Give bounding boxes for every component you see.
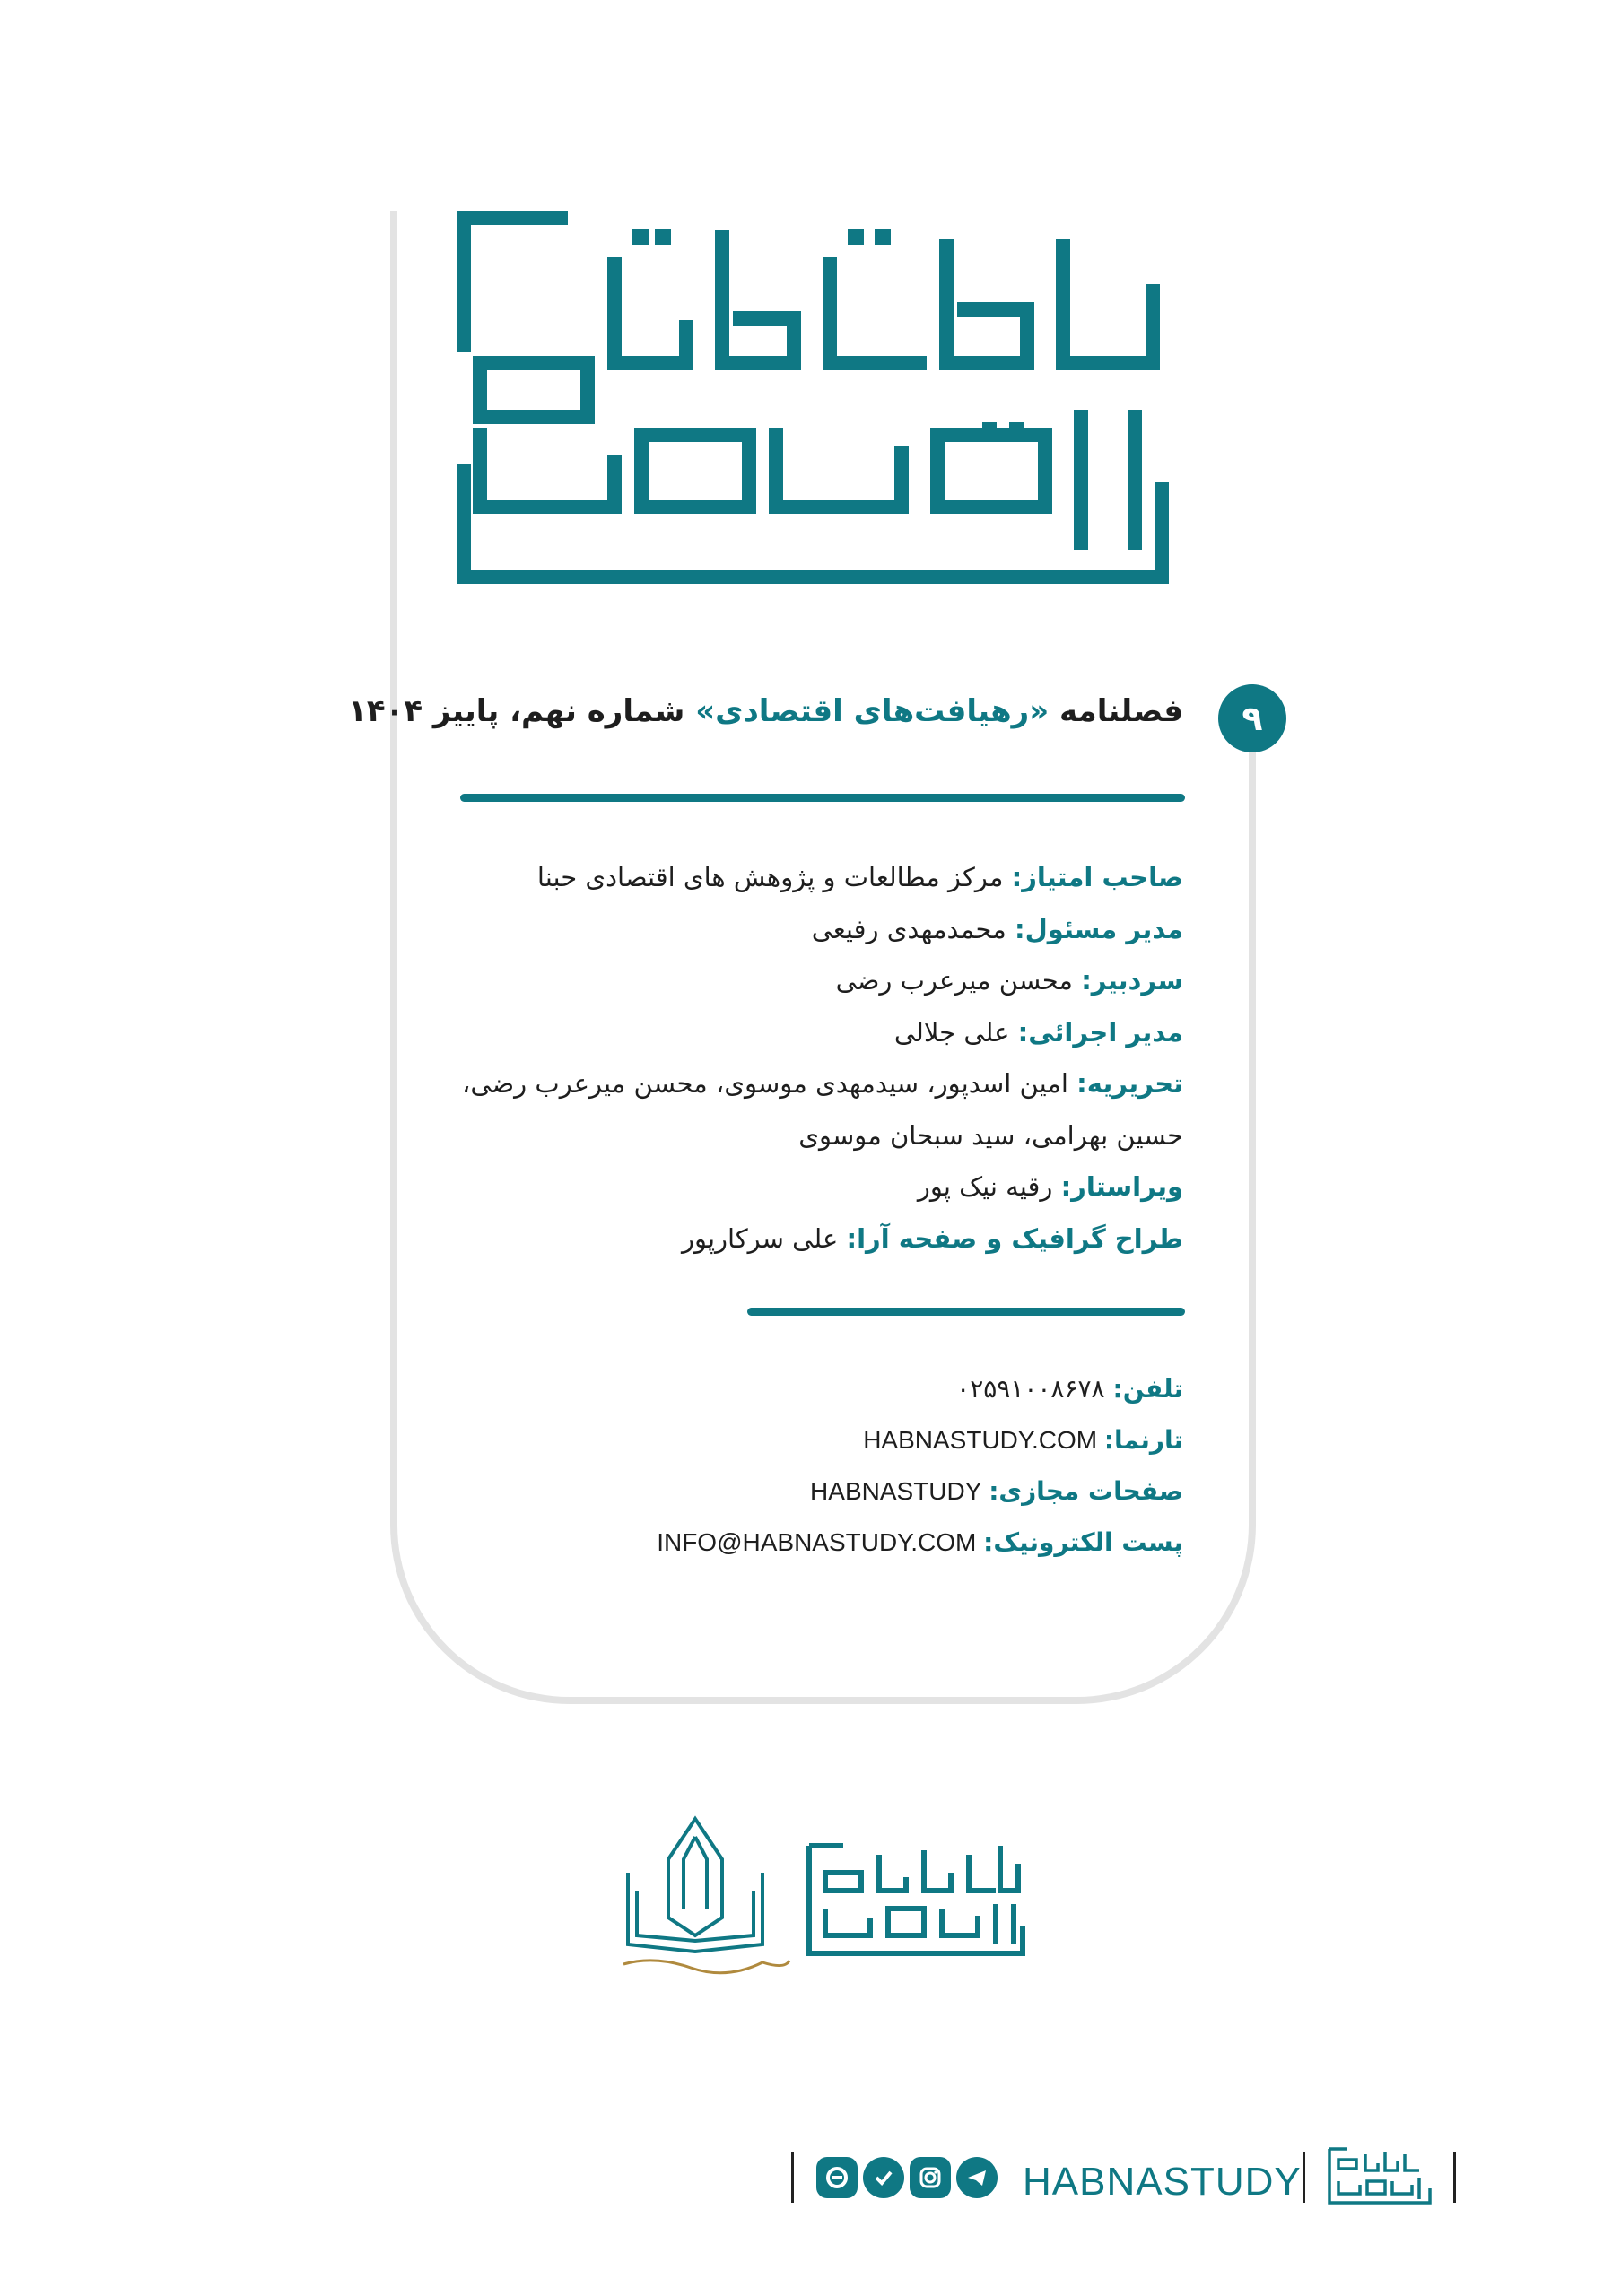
issue-number-badge	[1218, 684, 1286, 752]
issue-suffix: شماره نهم، پاییز ۱۴۰۴	[348, 693, 696, 729]
credit-line	[412, 955, 1183, 1007]
credit-value: محمدمهدی رفیعی	[811, 913, 1015, 944]
footer-handle[interactable]: HABNASTUDY	[1023, 2160, 1302, 2204]
credit-label: مدیر اجرائی:	[1017, 1016, 1183, 1048]
journal-logo	[453, 211, 1189, 587]
issue-title	[348, 693, 1183, 729]
credit-label: ویراستار:	[1060, 1171, 1183, 1202]
credit-value: علی سرکارپور	[681, 1222, 847, 1254]
contact-label: تلفن:	[1112, 1374, 1183, 1404]
credit-value: محسن میرعرب رضی	[835, 965, 1082, 996]
contact-phone	[412, 1363, 1183, 1414]
issue-number: ۹	[1242, 699, 1263, 738]
divider-middle	[747, 1308, 1185, 1316]
credit-label: طراح گرافیک و صفحه آرا:	[846, 1222, 1183, 1254]
credit-value: رقیه نیک پور	[917, 1171, 1061, 1202]
social-handle: HABNASTUDY	[810, 1477, 989, 1505]
credit-value: مرکز مطالعات و پژوهش های اقتصادی حبنا	[536, 862, 1012, 892]
credit-line	[412, 904, 1183, 956]
contact-label: پست الکترونیک:	[983, 1527, 1183, 1557]
instagram-icon[interactable]	[910, 2157, 951, 2198]
telegram-icon[interactable]	[956, 2157, 998, 2198]
website-link[interactable]: HABNASTUDY.COM	[863, 1426, 1104, 1454]
contact-value: ۰۲۵۹۱۰۰۸۶۷۸	[956, 1374, 1113, 1404]
credit-line	[412, 1110, 1183, 1162]
credit-line	[412, 1007, 1183, 1059]
journal-logo-small	[809, 1846, 1023, 1953]
credit-label: سردبیر:	[1081, 965, 1183, 996]
contact-website	[412, 1414, 1183, 1465]
frame-gap	[1238, 211, 1274, 749]
footer-journal-logo	[1326, 2145, 1433, 2208]
credit-value: امین اسدپور، سیدمهدی موسوی، محسن میرعرب رضی،	[462, 1068, 1077, 1099]
journal-name: «رهیافت‌های اقتصادی»	[695, 693, 1050, 729]
footer-separator	[791, 2152, 794, 2203]
credit-line	[412, 1058, 1183, 1110]
contact-label: تارنما:	[1103, 1425, 1183, 1455]
credit-value: علی جلالی	[893, 1016, 1018, 1048]
publisher-logos	[619, 1810, 1032, 1989]
credit-line	[412, 852, 1183, 904]
contact-label: صفحات مجازی:	[989, 1476, 1183, 1506]
credit-label: صاحب امتیاز:	[1011, 862, 1183, 892]
email-link[interactable]: INFO@HABNASTUDY.COM	[657, 1528, 984, 1556]
divider-top	[460, 794, 1185, 802]
check-icon[interactable]	[863, 2157, 904, 2198]
credit-line	[412, 1213, 1183, 1265]
credits-list	[412, 852, 1183, 1265]
eitaa-icon[interactable]	[816, 2157, 858, 2198]
footer-separator	[1453, 2152, 1456, 2203]
credit-label: مدیر مسئول:	[1015, 913, 1183, 944]
credit-line	[412, 1161, 1183, 1213]
credit-label: تحریریه:	[1076, 1068, 1183, 1099]
issue-prefix: فصلنامه	[1049, 693, 1183, 729]
contact-social	[412, 1465, 1183, 1517]
contact-email	[412, 1517, 1183, 1568]
credit-value: حسین بهرامی، سید سبحان موسوی	[798, 1119, 1183, 1151]
footer-separator	[1303, 2152, 1305, 2203]
arabic-calligraphy-mark	[623, 1961, 789, 1973]
habna-center-logo	[628, 1819, 762, 1952]
contact-list	[412, 1363, 1183, 1568]
